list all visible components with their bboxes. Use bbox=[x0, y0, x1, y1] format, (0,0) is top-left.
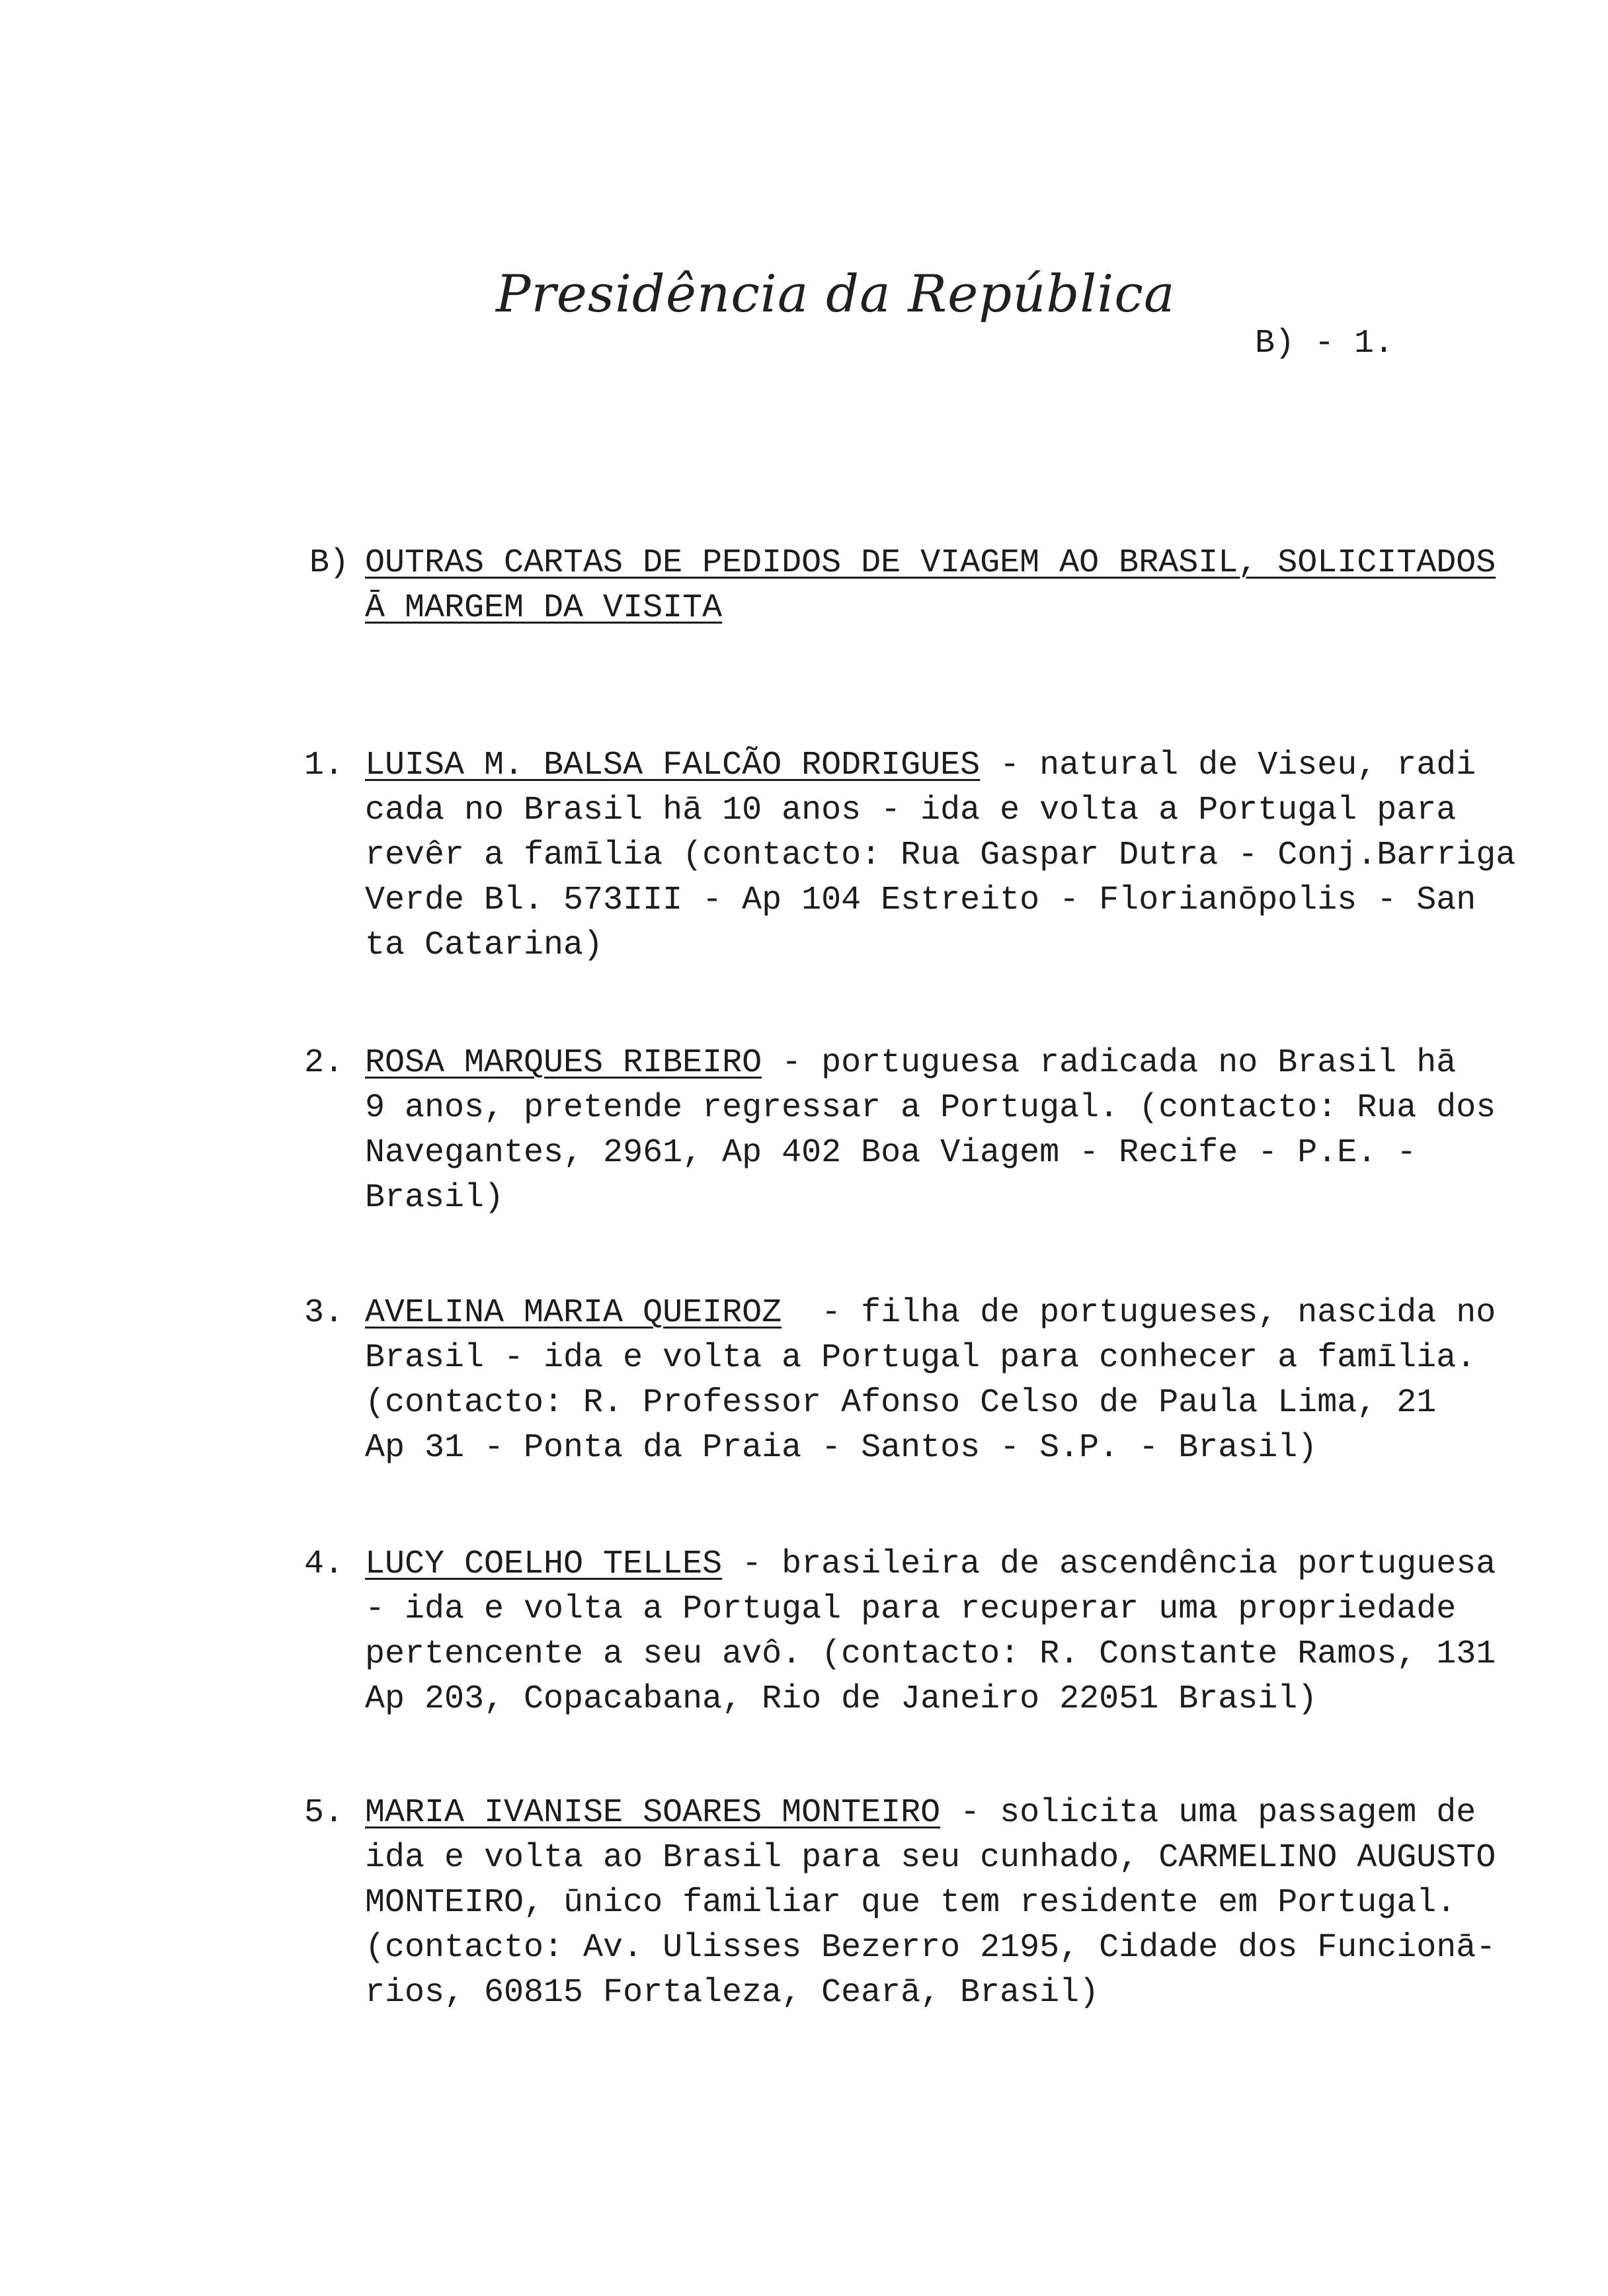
item-line: - brasileira de ascendência portuguesa bbox=[722, 1545, 1496, 1583]
item-number: 3. bbox=[304, 1294, 344, 1332]
item-name: ROSA MARQUES RIBEIRO bbox=[365, 1044, 762, 1082]
item-name: MARIA IVANISE SOARES MONTEIRO bbox=[365, 1794, 941, 1832]
item-line: cada no Brasil hā 10 anos - ida e volta a Portugal para bbox=[365, 792, 1457, 829]
item-text bbox=[365, 1291, 1496, 1471]
item-line: Verde Bl. 573III - Ap 104 Estreito - Florianōpolis - San bbox=[365, 882, 1476, 919]
item-line: Ap 31 - Ponta da Praia - Santos - S.P. - Brasil) bbox=[365, 1429, 1318, 1467]
item-text bbox=[365, 1791, 1496, 2016]
section-title-line-1: OUTRAS CARTAS DE PEDIDOS DE VIAGEM AO BRASIL, SOLICITADOS bbox=[365, 544, 1496, 582]
item-line: rios, 60815 Fortaleza, Cearā, Brasil) bbox=[365, 1974, 1100, 2012]
item-line: pertencente a seu avô. (contacto: R. Constante Ramos, 131 bbox=[365, 1635, 1496, 1673]
item-line: ta Catarina) bbox=[365, 926, 604, 964]
item-text bbox=[365, 743, 1515, 968]
item-number: 2. bbox=[304, 1044, 344, 1082]
page-reference: B) - 1. bbox=[1255, 325, 1394, 362]
item-line: (contacto: R. Professor Afonso Celso de Paula Lima, 21 bbox=[365, 1384, 1437, 1422]
item-line: Ap 203, Copacabana, Rio de Janeiro 22051 Brasil) bbox=[365, 1680, 1318, 1718]
item-line: Brasil) bbox=[365, 1179, 504, 1217]
item-line: Navegantes, 2961, Ap 402 Boa Viagem - Recife - P.E. - bbox=[365, 1134, 1417, 1172]
item-line: - ida e volta a Portugal para recuperar uma propriedade bbox=[365, 1590, 1457, 1628]
item-line: - filha de portugueses, nascida no bbox=[782, 1294, 1496, 1332]
item-name: AVELINA MARIA QUEIROZ bbox=[365, 1294, 782, 1332]
item-text bbox=[365, 1041, 1496, 1221]
section-title-line-2: Ā MARGEM DA VISITA bbox=[365, 589, 723, 627]
item-name: LUCY COELHO TELLES bbox=[365, 1545, 723, 1583]
item-line: revêr a famīlia (contacto: Rua Gaspar Dutra - Conj.Barriga bbox=[365, 837, 1516, 874]
item-number: 1. bbox=[304, 747, 344, 784]
item-line: - portuguesa radicada no Brasil hā bbox=[762, 1044, 1457, 1082]
item-line: (contacto: Av. Ulisses Bezerro 2195, Cidade dos Funcionā- bbox=[365, 1929, 1496, 1967]
item-line: - solicita uma passagem de bbox=[940, 1794, 1476, 1832]
item-line: Brasil - ida e volta a Portugal para conhecer a famīlia. bbox=[365, 1339, 1476, 1377]
item-line: - natural de Viseu, radi bbox=[980, 747, 1476, 784]
section-label: B) bbox=[309, 544, 350, 582]
letterhead-presidencia: Presidência da República bbox=[496, 265, 1176, 324]
item-line: 9 anos, pretende regressar a Portugal. (contacto: Rua dos bbox=[365, 1089, 1496, 1127]
item-line: MONTEIRO, ūnico familiar que tem residente em Portugal. bbox=[365, 1884, 1457, 1922]
item-text bbox=[365, 1542, 1496, 1722]
item-number: 4. bbox=[304, 1545, 344, 1583]
item-line: ida e volta ao Brasil para seu cunhado, CARMELINO AUGUSTO bbox=[365, 1839, 1496, 1877]
item-number: 5. bbox=[304, 1794, 344, 1832]
item-name: LUISA M. BALSA FALCÃO RODRIGUES bbox=[365, 747, 981, 784]
section-title bbox=[365, 541, 1496, 631]
